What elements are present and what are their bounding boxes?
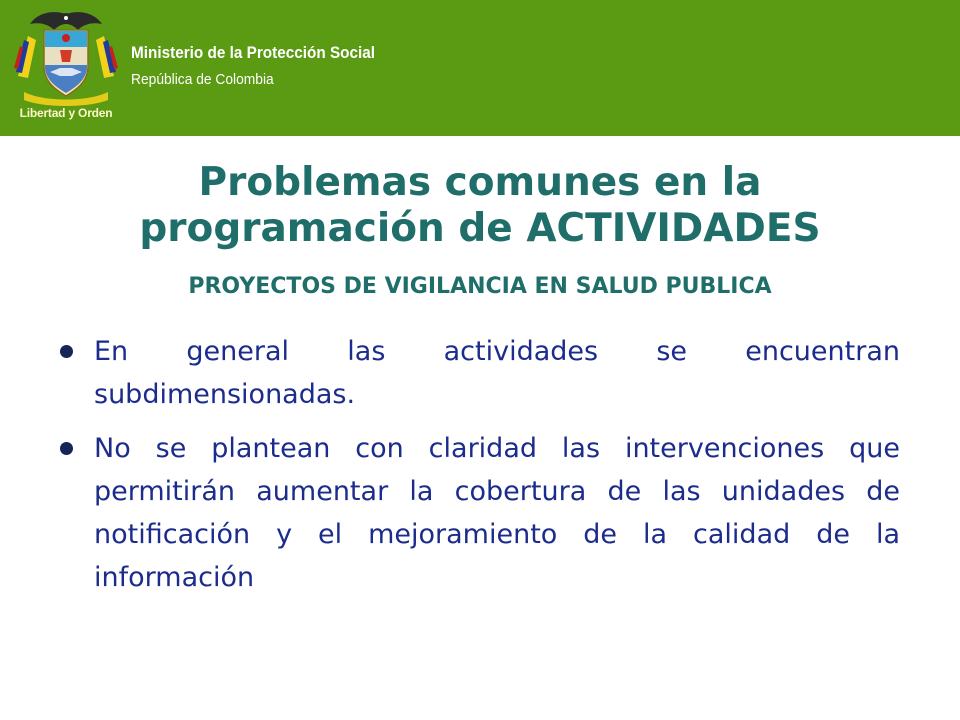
slide-title-line-1: Problemas comunes en la — [198, 160, 762, 205]
ministry-name: Ministerio de la Protección Social — [131, 43, 376, 62]
bullet-text: En general las actividades se encuentran subdimensionadas. — [94, 336, 900, 410]
header-band — [0, 0, 960, 136]
coat-of-arms-icon — [14, 6, 118, 132]
bullet-list — [58, 330, 900, 610]
bullet-item — [58, 330, 900, 416]
bullet-text: No se plantean con claridad las intervenciones que permitirán aumentar la cobertura de las unidades de notificación y el mejoramiento de la calidad de la información — [94, 433, 900, 593]
bullet-dot-icon — [60, 442, 73, 455]
bullet-item — [58, 427, 900, 599]
motto-label: Libertad y Orden — [19, 106, 113, 120]
slide-subtitle: PROYECTOS DE VIGILANCIA EN SALUD PUBLICA — [188, 274, 772, 299]
republic-name: República de Colombia — [131, 71, 274, 88]
bullet-dot-icon — [60, 345, 73, 358]
slide-title — [40, 160, 920, 252]
slide-title-line-2: programación de ACTIVIDADES — [139, 206, 821, 251]
